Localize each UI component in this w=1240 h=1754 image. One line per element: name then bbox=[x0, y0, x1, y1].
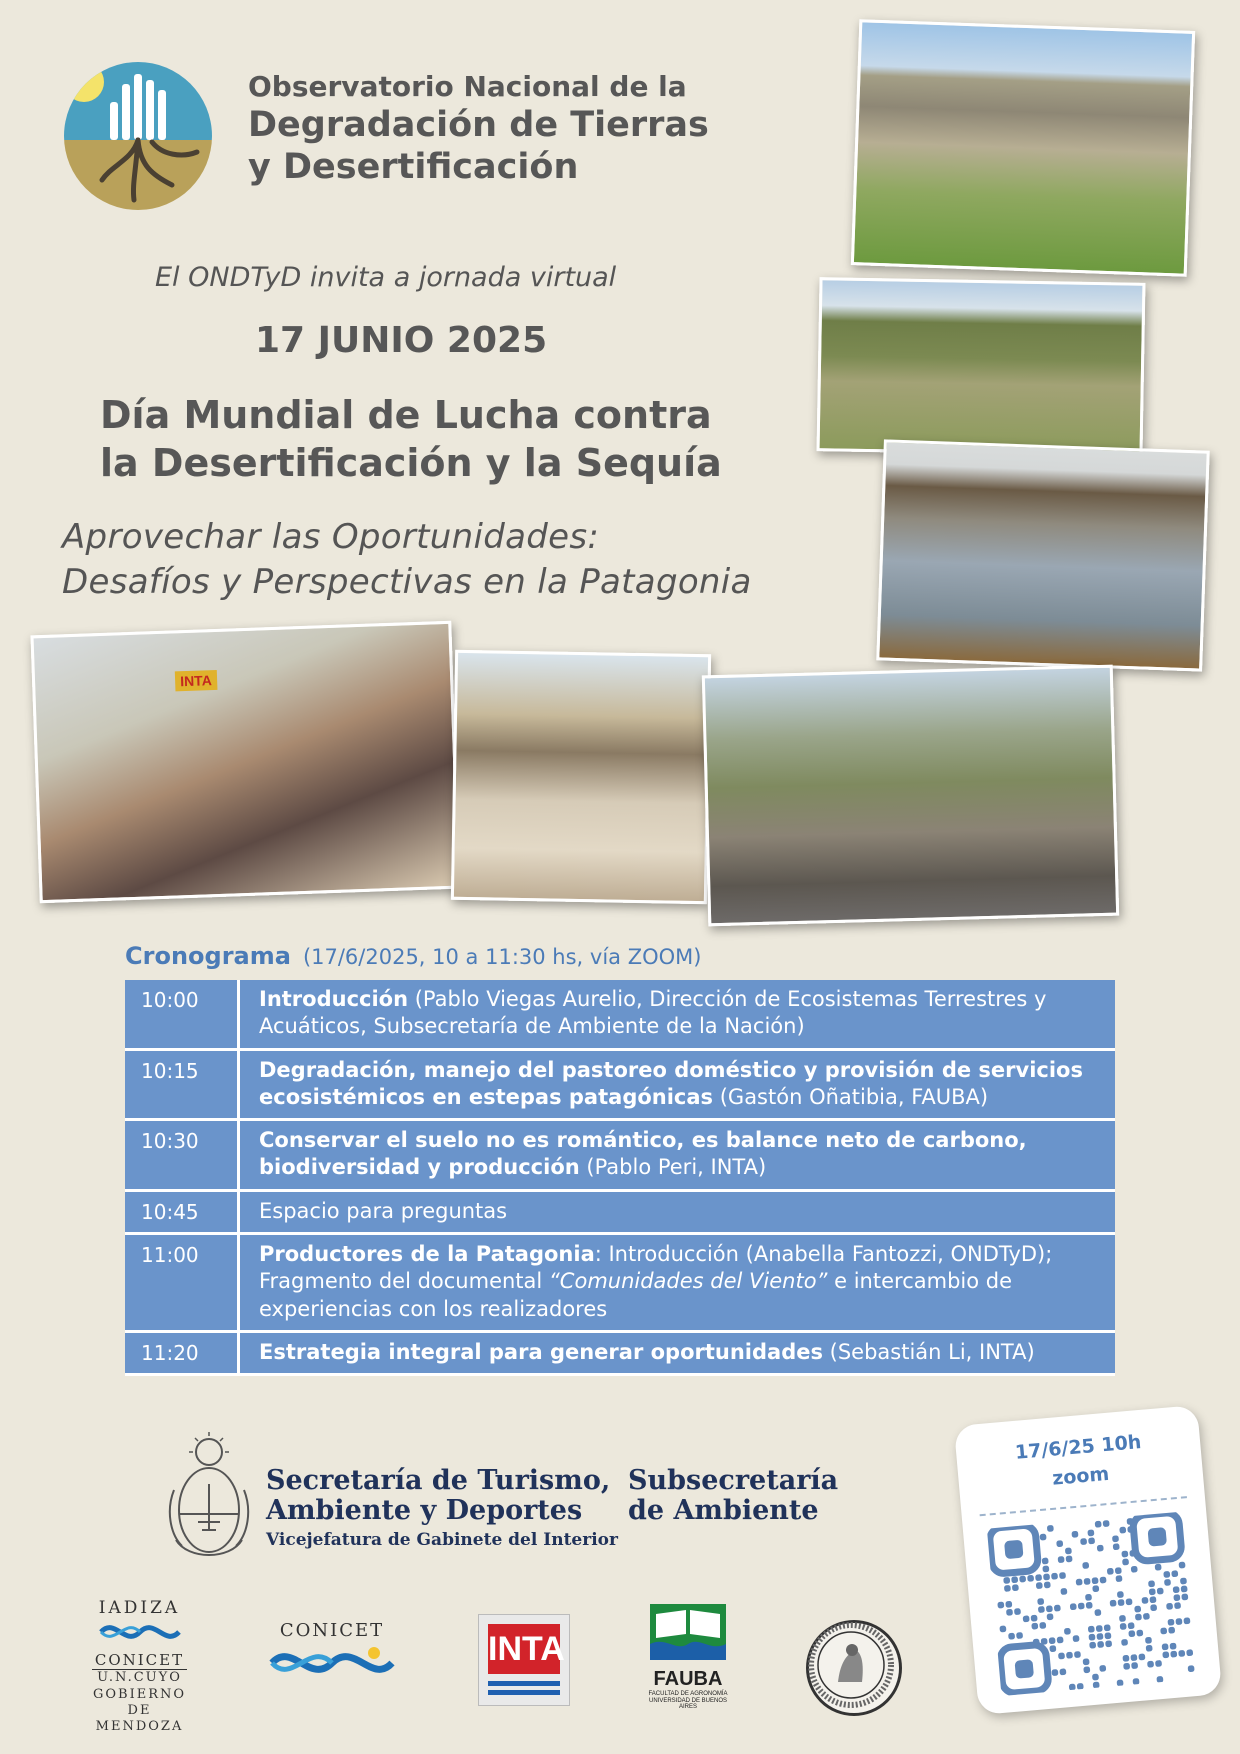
schedule-details: (Gastón Oñatibia, FAUBA) bbox=[713, 1084, 989, 1109]
conicet-name: CONICET bbox=[279, 1620, 385, 1641]
secretaria-block bbox=[266, 1466, 618, 1550]
iadiza-infinity-icon bbox=[95, 1619, 185, 1645]
org-line-3: y Desertificación bbox=[248, 146, 579, 187]
secretaria-line-2: Ambiente y Deportes bbox=[266, 1495, 583, 1527]
photo-steppe-sheep bbox=[817, 277, 1146, 457]
zoom-ticket bbox=[954, 1405, 1222, 1715]
schedule-subtitle: (17/6/2025, 10 a 11:30 hs, vía ZOOM) bbox=[302, 945, 702, 969]
photo-inta-sign: INTA bbox=[175, 670, 217, 691]
secretaria-line-3: Vicejefatura de Gabinete del Interior bbox=[266, 1530, 618, 1551]
schedule-row bbox=[125, 1121, 1115, 1192]
schedule-time: 10:00 bbox=[125, 980, 240, 1048]
theme-line-1: Aprovechar las Oportunidades: bbox=[62, 517, 600, 557]
fauba-logo bbox=[646, 1600, 730, 1711]
conicet-infinity-icon bbox=[262, 1641, 402, 1685]
schedule-row bbox=[125, 1192, 1115, 1235]
ondtyd-logo bbox=[62, 60, 214, 212]
schedule-details: (Pablo Viegas Aurelio, Dirección de Ecosistemas Terrestres y Acuáticos, Subsecretaría de Ambiente de la Nación) bbox=[259, 987, 1047, 1039]
ticket-zoom: zoom bbox=[1051, 1463, 1111, 1491]
photo-field-work bbox=[702, 665, 1119, 927]
photo-mountain-landscape bbox=[851, 19, 1195, 277]
iadiza-conicet: CONICET bbox=[92, 1651, 187, 1671]
org-line-2: Degradación de Tierras bbox=[248, 104, 709, 145]
schedule-description bbox=[240, 1333, 1051, 1373]
subsecretaria-block bbox=[628, 1466, 838, 1526]
iadiza-gobierno: GOBIERNO bbox=[92, 1686, 187, 1702]
national-coat-of-arms-icon bbox=[168, 1430, 250, 1566]
inta-stripe-2 bbox=[488, 1690, 560, 1695]
event-title bbox=[100, 392, 722, 487]
inta-logo bbox=[478, 1614, 570, 1706]
schedule-title: Cronograma bbox=[125, 942, 291, 970]
schedule-row bbox=[125, 1235, 1115, 1333]
schedule-details: Espacio para preguntas bbox=[259, 1198, 508, 1223]
schedule-description bbox=[240, 1192, 523, 1232]
inta-stripe-1 bbox=[488, 1681, 560, 1686]
uba-seal-icon bbox=[806, 1620, 902, 1716]
schedule-description bbox=[240, 980, 1115, 1048]
photo-workshop-people bbox=[30, 621, 460, 904]
schedule-topic: Productores de la Patagonia bbox=[259, 1242, 595, 1267]
event-title-line-2: la Desertificación y la Sequía bbox=[100, 440, 722, 485]
schedule-topic: Conservar el suelo no es romántico, es balance neto de carbono, biodiversidad y producción bbox=[259, 1128, 1027, 1180]
schedule-film-title: “Comunidades del Viento” bbox=[548, 1269, 828, 1294]
schedule-time: 11:00 bbox=[125, 1235, 240, 1330]
ticket-date: 17/6/25 10h bbox=[1014, 1430, 1143, 1464]
iadiza-logo bbox=[92, 1598, 187, 1735]
photo-wetland-pond bbox=[876, 439, 1210, 671]
schedule-topic: Estrategia integral para generar oportunidades bbox=[259, 1339, 823, 1364]
event-title-line-1: Día Mundial de Lucha contra bbox=[100, 393, 712, 437]
schedule-details-2: e intercambio de experiencias con los realizadores bbox=[259, 1269, 1013, 1321]
iadiza-uncuyo: U.N.CUYO bbox=[97, 1670, 182, 1686]
fauba-name: FAUBA bbox=[653, 1668, 723, 1690]
schedule-time: 11:20 bbox=[125, 1333, 240, 1373]
org-name bbox=[248, 70, 709, 188]
theme-line-2: Desafíos y Perspectivas en la Patagonia bbox=[62, 562, 752, 603]
event-date: 17 JUNIO 2025 bbox=[255, 320, 548, 361]
iadiza-mendoza: DE MENDOZA bbox=[95, 1702, 184, 1734]
subsecretaria-line-1: Subsecretaría bbox=[628, 1465, 839, 1496]
invite-text: El ONDTyD invita a jornada virtual bbox=[155, 262, 617, 293]
schedule-topic: Degradación, manejo del pastoreo doméstico y provisión de servicios ecosistémicos en estepas patagónicas bbox=[259, 1057, 1083, 1109]
schedule-details: (Sebastián Li, INTA) bbox=[822, 1339, 1035, 1364]
schedule-topic: Introducción bbox=[259, 987, 409, 1011]
zoom-qr-code[interactable] bbox=[987, 1512, 1197, 1696]
schedule-time: 10:15 bbox=[125, 1051, 240, 1119]
schedule-time: 10:45 bbox=[125, 1192, 240, 1232]
schedule-row bbox=[125, 1333, 1115, 1376]
secretaria-line-1: Secretaría de Turismo, bbox=[266, 1465, 611, 1496]
subsecretaria-line-2: de Ambiente bbox=[628, 1495, 819, 1527]
inta-name: INTA bbox=[488, 1624, 560, 1674]
schedule-description bbox=[240, 1121, 1115, 1189]
schedule-description bbox=[240, 1235, 1115, 1330]
schedule-details: (Pablo Peri, INTA) bbox=[579, 1155, 767, 1180]
fauba-book-icon bbox=[646, 1600, 730, 1664]
fauba-subtitle: FACULTAD DE AGRONOMÍA UNIVERSIDAD DE BUENOS AIRES bbox=[648, 1691, 728, 1711]
schedule-row bbox=[125, 980, 1115, 1051]
schedule-table bbox=[125, 980, 1115, 1376]
schedule-time: 10:30 bbox=[125, 1121, 240, 1189]
schedule-row bbox=[125, 1051, 1115, 1122]
schedule-description bbox=[240, 1051, 1115, 1119]
event-theme bbox=[62, 515, 752, 605]
org-line-1: Observatorio Nacional de la bbox=[248, 70, 687, 103]
schedule-header bbox=[125, 942, 701, 970]
conicet-logo bbox=[262, 1620, 402, 1690]
iadiza-name: IADIZA bbox=[98, 1598, 181, 1618]
photo-sheep-pen bbox=[451, 650, 711, 904]
schedule-details: : Introducción (Anabella Fantozzi, ONDTyD); Fragmento del documental bbox=[259, 1242, 1053, 1294]
